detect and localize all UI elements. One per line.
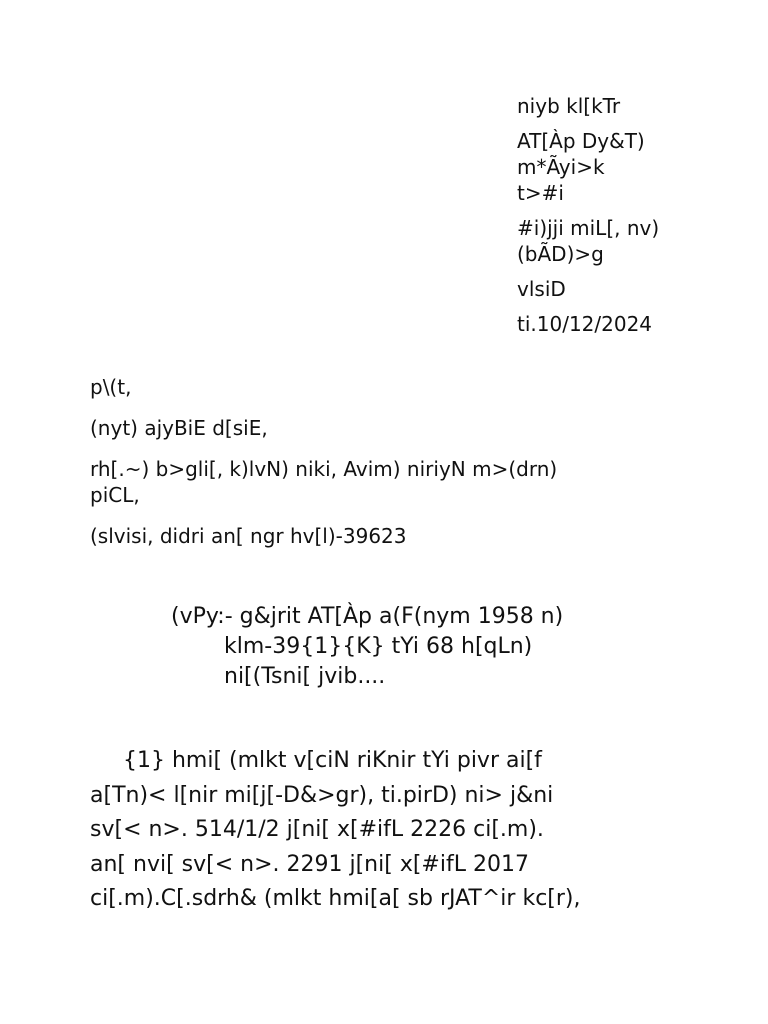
sender-office-line: m*Ãyi>k xyxy=(517,155,605,179)
sender-name: niyb kl[kTr xyxy=(517,94,621,118)
addressee-block xyxy=(90,374,730,564)
body-line: ci[.m).C[.sdrh& (mlkt hmi[a[ sb rJAT^ir kc[r), xyxy=(90,886,581,911)
sender-dept-line: #i)jji miL[, nv) xyxy=(517,216,660,240)
body-line: {1} hmi[ (mlkt v[ciN riKnir tYi pivr ai[f xyxy=(123,748,542,773)
address-line: piCL, xyxy=(90,483,140,507)
subject-block xyxy=(171,602,731,692)
subject-line: ni[(Tsni[ jvib.... xyxy=(224,664,386,689)
sender-block xyxy=(517,93,757,346)
address-line: rh[.~) b>gli[, k)lvN) niki, Avim) niriyN m>(drn) xyxy=(90,457,558,481)
sender-city: vlsiD xyxy=(517,277,566,301)
sender-dept xyxy=(517,215,757,267)
body-line: an[ nvi[ sv[< n>. 2291 j[ni[ x[#ifL 2017 xyxy=(90,851,529,877)
salutation: p\(t, xyxy=(90,375,132,399)
sender-office xyxy=(517,128,757,206)
body-line: a[Tn)< l[nir mi[j[-D&>gr), ti.pirD) ni> j&ni xyxy=(90,782,554,808)
addressee-address xyxy=(90,456,730,508)
sender-office-line: t>#i xyxy=(517,181,564,205)
sender-dept-line: (bÃD)>g xyxy=(517,242,604,266)
addressee-title: (nyt) ajyBiE d[siE, xyxy=(90,416,268,440)
subject-line: klm-39{1}{K} tYi 68 h[qLn) xyxy=(224,634,533,659)
letter-date: ti.10/12/2024 xyxy=(517,312,653,336)
addressee-city: (slvisi, didri an[ ngr hv[l)-39623 xyxy=(90,524,407,548)
body-paragraph xyxy=(90,744,690,917)
body-line: sv[< n>. 514/1/2 j[ni[ x[#ifL 2226 ci[.m). xyxy=(90,817,544,842)
sender-office-line: AT[Àp Dy&T) xyxy=(517,129,645,153)
subject-line: (vPy:- g&jrit AT[Àp a(F(nym 1958 n) xyxy=(171,604,564,629)
